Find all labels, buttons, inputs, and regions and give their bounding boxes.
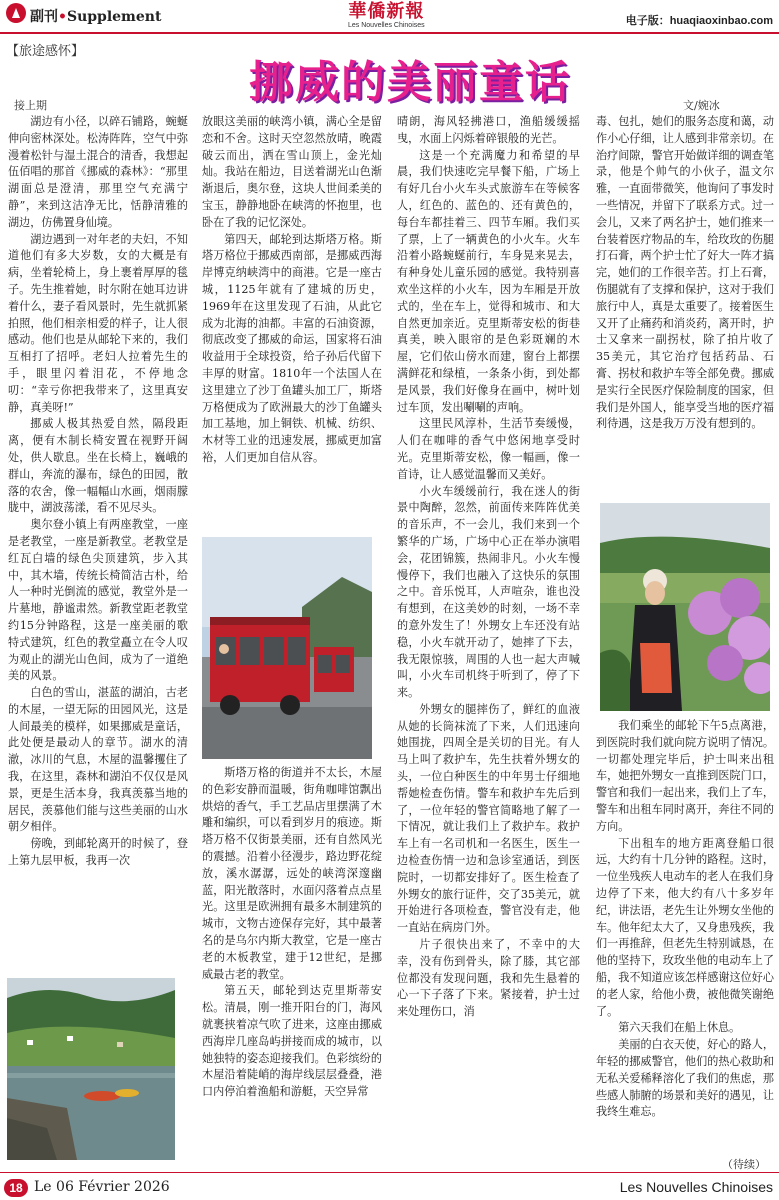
paragraph: 小火车缓缓前行，我在迷人的街景中陶醉，忽然，前面传来阵阵优美的音乐声，不一会儿，我们来到一个繁华的广场，广场中心正在举办演唱会，花团锦簇，热闹非凡。小火车慢慢停下，我们也融入了这快乐的氛围之中。音乐悦耳，人声喧杂，谁也没有想到，在这美妙的时刻，一场不幸的意外发生了！外甥女上车还没有站稳，小火车就开动了，她摔了下去，我无限惊骇，周围的人也一起大声喊叫，小火车司机终于听到了，停了下来。 xyxy=(397,484,580,700)
paragraph: 挪威人极其热爱自然，隔段距离，便有木制长椅安置在视野开阔处，供人歇息。坐在长椅上，巍峨的群山，奔流的瀑布，绿色的田园，散落的农舍，像一幅幅山水画，烟雨朦胧中，湖波荡漾，看不见尽头。 xyxy=(8,417,188,515)
paragraph: 湖边有小径，以碎石铺路，蜿蜒伸向密林深处。松涛阵阵，空气中弥漫着松针与湿土混合的清香，我想起伍佰唱的那首《挪威的森林》：“那里湖面总是澄清，那里空气充满宁静”，来到这洁净无比，恬静清雅的湖边，仿佛置身仙境。 xyxy=(8,115,188,229)
paragraph: 毒、包扎，她们的服务态度和蔼，动作小心仔细，让人感到非常亲切。在治疗间隙，警官开始做详细的调查笔录，他是个帅气的小伙子，温文尔雅，一直面带微笑，他询问了事发时一些情况，并留下了联系方式。过一会儿，又来了两名护士，她们推来一台装着医疗物品的车，给玫玫的伤腿打石膏，两个护士忙了好大一阵才搞完，她们的工作很辛苦。打上石膏，伤腿就有了支撑和保护，这对于我们旅行中人，真是太重要了。接着医生又开了止痛药和消炎药，离开时，护士又拿来一副拐杖，除了拍片收了35美元，其它治疗包括药品、石膏、拐杖和救护车等全部免费。挪威是实行全民医疗保险制度的国家，但我们是外国人，能享受当地的医疗福利待遇，这是我万万没有想到的。 xyxy=(596,115,774,431)
paragraph: 第五天，邮轮到达克里斯蒂安松。清晨，刚一推开阳台的门，海风就裹挟着凉气吹了进来，这座由挪威西海岸几座岛屿拼接而成的城市，以她独特的姿态迎接我们。色彩缤纷的木屋沿着陡峭的海岸线层层叠叠，港口内停泊着渔船和游艇，天空异常 xyxy=(202,984,382,1099)
article-column-1 xyxy=(8,114,188,976)
paragraph: 湖边遇到一对年老的夫妇，不知道他们有多大岁数，女的大概是有病，坐着轮椅上，身上裹着厚厚的毯子。先生推着她，时尔附在她耳边讲着什么，妻子看风景时，先生就抓紧拍照，他们相亲相爱的样子，让人很感动。他们也是从邮轮下来的，我们互相打了招呼。老妇人拉着先生的手，眼里闪着泪花，不停地念叨：“幸亏你把我带来了，这里真安静，真美呀!” xyxy=(8,232,188,414)
continued-note: 接上期 xyxy=(14,99,47,112)
section-separator: • xyxy=(58,9,67,25)
article-column-6 xyxy=(596,718,774,1158)
masthead xyxy=(348,2,425,30)
page-number: 18 xyxy=(4,1179,28,1197)
paragraph: 晴朗，海风轻拂港口，渔船缓缓摇曳，水面上闪烁着碎银般的光芒。 xyxy=(397,115,580,145)
paragraph: 美丽的白衣天使，好心的路人，年轻的挪威警官，他们的热心救助和无私关爱稀释溶化了我们的焦虑，那些感人肺腑的场景和美好的遇见，让我终生难忘。 xyxy=(596,1038,774,1119)
footer-divider xyxy=(0,1172,779,1173)
tourist-train-photo xyxy=(202,537,372,759)
paragraph: 下出租车的地方距离登船口很远，大约有十几分钟的路程。这时，一位坐残疾人电动车的老人在我们身边停了下来，他大约有八十多岁年纪，讲法语，老先生让外甥女坐他的车。他年纪太大了，又身患残疾，我们一再推辞，但老先生特别诚恳，在他的坚持下，玫玫坐他的电动车上了船，我不知道应该怎样感谢这位好心的老人家，给他小费，被他微笑谢绝了。 xyxy=(596,836,774,1018)
paper-name: Les Nouvelles Chinoises xyxy=(619,1179,773,1195)
newspaper-logo-icon xyxy=(6,3,26,23)
website-label: 电子版： xyxy=(625,15,670,27)
paragraph: 第四天，邮轮到达斯塔万格。斯塔万格位于挪威西南部，是挪威西海岸博克纳峡湾中的商港。它是一座古城，1125年就有了建城的历史，1969年在这里发现了石油，从此它成为北海的油都。丰富的石油资源，彻底改变了挪威的命运，国家将石油收益用于全球投资，给子孙后代留下丰厚的财富。1810年一个法国人在这里建立了沙丁鱼罐头加工厂，斯塔万格便成为了欧洲最大的沙丁鱼罐头加工基地，加上铜铁、机械、纺织、木材等工业的迅速发展，挪威更加富裕，人们更加自信从容。 xyxy=(202,232,382,464)
article-column-5 xyxy=(596,114,774,500)
tourist-train-graphic xyxy=(202,537,372,759)
to-be-continued: （待续） xyxy=(722,1158,766,1171)
author-byline: 文/婉冰 xyxy=(683,99,720,112)
section-fr: Supplement xyxy=(66,9,162,25)
paragraph: 片子很快出来了，不幸中的大幸，没有伤到骨头，除了膝，其它部位都没有发现问题，我和先生悬着的心一下子落了下来。紧接着，护士过来处理伤口，消 xyxy=(397,938,580,1019)
author-with-flowers-photo xyxy=(600,503,770,711)
lake-photo-graphic xyxy=(7,978,175,1160)
paragraph: 白色的雪山，湛蓝的湖泊，古老的木屋，一望无际的田园风光，这是人间最美的模样，如果挪威是童话，此处便是最动人的章节。湖水的清澈，冰川的气息，木屋的温馨攫住了我，在这里，森林和湖泊不仅仅是风景，更是生活本身，我真羡慕当地的居民，羡慕他们能与这些美丽的山水朝夕相伴。 xyxy=(8,686,188,834)
paragraph: 放眼这美丽的峡湾小镇，满心全是留恋和不舍。这时天空忽然放晴，晚霞破云而出，洒在雪山顶上，金光灿灿。我站在船边，目送着湖光山色渐渐退后，奥尔登，这块人世间柔美的宝玉，静静地卧在峡湾的怀抱里，也卧在了我的记忆深处。 xyxy=(202,115,382,229)
masthead-zh: 華僑新報 xyxy=(348,1,425,22)
lake-photo xyxy=(7,978,175,1160)
masthead-fr: Les Nouvelles Chinoises xyxy=(348,22,425,29)
paragraph: 这是一个充满魔力和希望的早晨，我们快速吃完早餐下船，广场上有好几台小火车头式旅游车在等候客人，红色的、蓝色的、还有黄色的，每台车都挂着三、四节车厢。我们买了票，上了一辆黄色的小火车。火车沿着小路蜿蜒前行，车身晃来晃去，有种身处儿童乐园的感觉。我特别喜欢坐这样的小火车，因为车厢是开放式的，坐在车上，觉得和城市、和大自然更加亲近。克里斯蒂安松的街巷真美，映入眼帘的是色彩斑斓的木屋，它们依山傍水而建，窗台上都摆满鲜花和绿植，一条条小街，到处都是风景，我们好像身在画中，树叶划过车顶，发出唰唰的声响。 xyxy=(397,148,580,414)
paragraph: 傍晚，到邮轮离开的时候了，登上第九层甲板，我再一次 xyxy=(8,837,188,868)
page-header xyxy=(0,0,779,34)
page-footer xyxy=(0,1175,779,1200)
author-with-flowers-graphic xyxy=(600,503,770,711)
article-column-4 xyxy=(397,114,580,1160)
article-column-3 xyxy=(202,765,382,1160)
website xyxy=(626,12,773,28)
paragraph: 我们乘坐的邮轮下午5点离港，到医院时我们就向院方说明了情况。一切都处理完毕后，护士叫来出租车，她把外甥女一直推到医院门口，警官和我们一起出来，我们上了车，警车和出租车同时离开，奔往不同的方向。 xyxy=(596,719,774,833)
paragraph: 外甥女的腿摔伤了，鲜红的血液从她的长筒袜流了下来，人们迅速向她围拢，四周全是关切的目光。有人马上叫了救护车，先生扶着外甥女的头，一位白种医生的中年男士仔细地帮她检查伤情。警车和救护车先后到了，一位年轻的警官简略地了解了一下情况，就让我们上了救护车。救护车上有一名司机和一名医生，医生一边检查伤情一边和急诊室通话，到医院时，一切都安排好了。医生检查了外甥女的旅行证件，交了35美元，就开始进行各项检查，警官没有走，他一直站在病房门外。 xyxy=(397,702,580,935)
section-label xyxy=(30,6,161,26)
website-url[interactable]: huaqiaoxinbao.com xyxy=(669,15,773,27)
header-divider xyxy=(0,32,779,34)
article-column-2 xyxy=(202,114,382,529)
paragraph: 第六天我们在船上休息。 xyxy=(618,1021,741,1035)
article-title: 挪威的美丽童话 xyxy=(249,57,571,108)
column-rubric: 【旅途感怀】 xyxy=(6,44,85,59)
issue-date: Le 06 Février 2026 xyxy=(34,1179,170,1195)
paragraph: 斯塔万格的街道并不太长，木屋的色彩安静而温暖，街角咖啡馆飘出烘焙的香气，手工艺品店里摆满了木雕和编织，可以看到岁月的痕迹。斯塔万格不仅街景美丽，还有自然风光的震撼。沿着小径漫步，路边野花绽放，溪水潺潺，远处的峡湾深邃幽蓝，阳光散落时，水面闪落着点点星光。这里是欧洲拥有最多木制建筑的城市，文物古迹保存完好，其中最著名的是乌尔内斯大教堂，它是一座古老的木板教堂，建于12世纪，是挪威最古老的教堂。 xyxy=(202,766,382,981)
paragraph: 这里民风淳朴，生活节奏缓慢，人们在咖啡的香气中悠闲地享受时光。克里斯蒂安松，像一幅画，像一首诗，让人感觉温馨而又美好。 xyxy=(397,417,580,481)
section-zh: 副刊 xyxy=(30,9,58,25)
paragraph: 奥尔登小镇上有两座教堂，一座是老教堂，一座是新教堂。老教堂是红瓦白墙的绿色尖顶建筑，步入其中，其木墙，传统长椅简洁古朴，给人一种时光倒流的感觉，教堂外是一片墓地，静谧肃然。新教堂距老教堂约15分钟路程，这是一座美丽的歌特式建筑，红色的教堂矗立在令人叹为观止的湖光山色间，成为了一道绝美的风景。 xyxy=(8,518,188,683)
